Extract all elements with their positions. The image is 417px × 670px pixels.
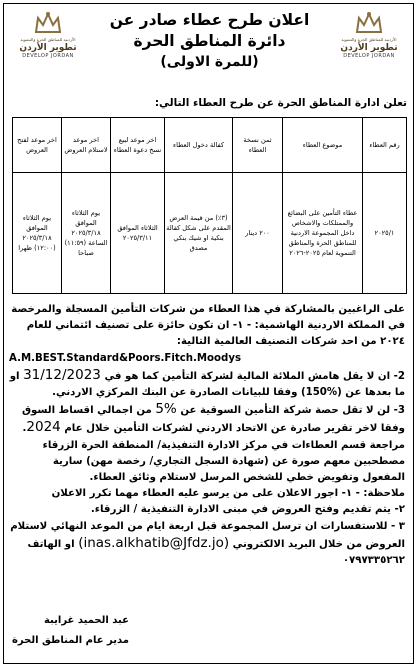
solvency-text-end: وفقا للبيانات الصادرة عن البنك المركزي الاردني. bbox=[52, 387, 298, 399]
rating-agencies: A.M.BEST.Standard&Poors.Fitch.Moodys bbox=[9, 352, 242, 364]
tender-table bbox=[12, 117, 407, 294]
logo-caption: الأردنية للمناطق الحرة والتنموية bbox=[20, 37, 76, 42]
col-header-subject: موضوع العطاء bbox=[283, 118, 363, 173]
market-share-percent: 5% bbox=[155, 401, 177, 418]
note-advertising-fees: ملاحظة: - ١- اجور الاعلان على من يرسو عليه العطاء مهما تكرر الاعلان bbox=[51, 488, 405, 500]
cell-subject: عطاء التأمين على البضائع والممتلكات والاشخاص داخل المجموعة الاردنية للمناطق الحرة والمناطق التنموية لعام ٢٠٢٥-٢٠٢٦ bbox=[283, 173, 363, 294]
solvency-text-mid: او ما بعدها عن bbox=[9, 370, 405, 399]
cell-opening-deadline: يوم الثلاثاء الموافق ٢٠٢٥/٣/١٨ (١٢:٠٠) ظهرا bbox=[13, 173, 62, 294]
inquiries-text: ٣ - للاستفسارات ان ترسل المجموعة قبل اربعة ايام من الموعد النهائي لاستلام العروض من خلال البريد الالكتروني bbox=[10, 520, 405, 550]
solvency-date: 31/12/2023 bbox=[23, 366, 101, 383]
paragraph-solvency bbox=[9, 367, 405, 401]
logo-name-en: DEVELOP JORDAN bbox=[343, 52, 395, 59]
solvency-text-start: 2- ان لا يقل هامش الملائة المالية لشركة التأمين كما هو في bbox=[104, 370, 405, 382]
market-share-text-end: . bbox=[22, 423, 27, 435]
develop-jordan-logo-left bbox=[10, 10, 86, 76]
paragraph-eligibility: على الراغبين بالمشاركة في هذا العطاء من شركات التأمين المسجلة والمرخصة في المملكة الاردنية الهاشمية: - ١- ان تكون حائزة على تصنيف ائتماني للعام ٢٠٢٤ من احد شركات التصنيف العالمية التالية: bbox=[11, 304, 405, 348]
develop-jordan-logo-right bbox=[331, 10, 407, 76]
table-row bbox=[13, 173, 407, 294]
market-share-text-mid: من اجمالي اقساط السوق وفقا لاخر تقرير صادرة عن الاتحاد الاردني لشركات التأمين خلال عام bbox=[21, 405, 405, 435]
intro-text: تعلن ادارة المناطق الحرة عن طرح العطاء التالي: bbox=[154, 97, 407, 109]
col-header-bid-bond: كفالة دخول العطاء bbox=[165, 118, 233, 173]
crown-logo-icon bbox=[33, 10, 63, 36]
announcement-header bbox=[92, 10, 327, 72]
signature-block bbox=[12, 611, 129, 651]
logo-name-ar: تطوير الأردن bbox=[340, 42, 398, 53]
ratings-line bbox=[9, 351, 405, 367]
conditions-text bbox=[9, 302, 405, 569]
announcement-title: اعلان طرح عطاء صادر عن bbox=[109, 11, 310, 29]
note-inquiries bbox=[9, 519, 405, 570]
paragraph-review: مراجعة قسم العطاءات في مركز الادارة التنفيذية/ المنطقة الحرة الزرقاء مصطحبين معهم صورة عن (شهادة السجل التجاري/ رخصة مهن) سارية المفعول وتفويض خطي للشخص المرسل لاستلام وثائق العطاء. bbox=[42, 439, 405, 484]
logo-name-ar: تطوير الأردن bbox=[19, 42, 77, 53]
signatory-name: عبد الحميد غرايبة bbox=[43, 615, 129, 626]
solvency-percent: (150%) bbox=[300, 387, 342, 399]
cell-bid-bond: (٣٪) من قيمة العرض المقدم على شكل كفالة بنكية او شيك بنكي مصدق bbox=[165, 173, 233, 294]
cell-tender-number: ٢٠٢٥/١ bbox=[363, 173, 407, 294]
paragraph-market-share bbox=[9, 401, 405, 437]
col-header-opening-deadline: اخر موعد لفتح العروض bbox=[13, 118, 62, 173]
contact-phone: او الهاتف ٠٧٩٧٣٣٥٢٦٢ bbox=[27, 538, 405, 567]
crown-logo-icon bbox=[354, 10, 384, 36]
market-share-year: 2024 bbox=[26, 419, 61, 436]
note-submission-place: ٢- يتم تقديم وفتح العروض في مبنى الادارة التنفيذية / الزرقاء. bbox=[90, 504, 405, 516]
department-name: دائرة المناطق الحرة bbox=[133, 32, 286, 50]
table-header-row bbox=[13, 118, 407, 173]
cell-sale-deadline: الثلاثاء الموافق ٢٠٢٥/٣/١١ bbox=[111, 173, 165, 294]
market-share-text-start: 3- لن لا تقل حصة شركة التأمين السوقية عن bbox=[180, 405, 405, 417]
col-header-tender-number: رقم العطاء bbox=[363, 118, 407, 173]
logo-caption: الأردنية للمناطق الحرة والتنموية bbox=[341, 37, 397, 42]
tender-announcement-page bbox=[3, 3, 414, 664]
cell-receipt-deadline: يوم الثلاثاء الموافق ٢٠٢٥/٣/١٨ الساعة (١١:٥٩) صباحا bbox=[62, 173, 111, 294]
round-label: (للمرة الاولى) bbox=[160, 54, 259, 70]
col-header-receipt-deadline: اخر موعد لاستلام العروض bbox=[62, 118, 111, 173]
col-header-copy-price: ثمن نسخة العطاء bbox=[233, 118, 283, 173]
col-header-sale-deadline: اخر موعد لبيع نسخ دعوة العطاء bbox=[111, 118, 165, 173]
contact-email[interactable]: (inas.alkhatib@Jfdz.jo) bbox=[78, 534, 230, 551]
logo-name-en: DEVELOP JORDAN bbox=[22, 52, 74, 59]
signatory-title: مدير عام المناطق الحرة bbox=[12, 635, 129, 646]
cell-copy-price: ٢٠٠ دينار bbox=[233, 173, 283, 294]
